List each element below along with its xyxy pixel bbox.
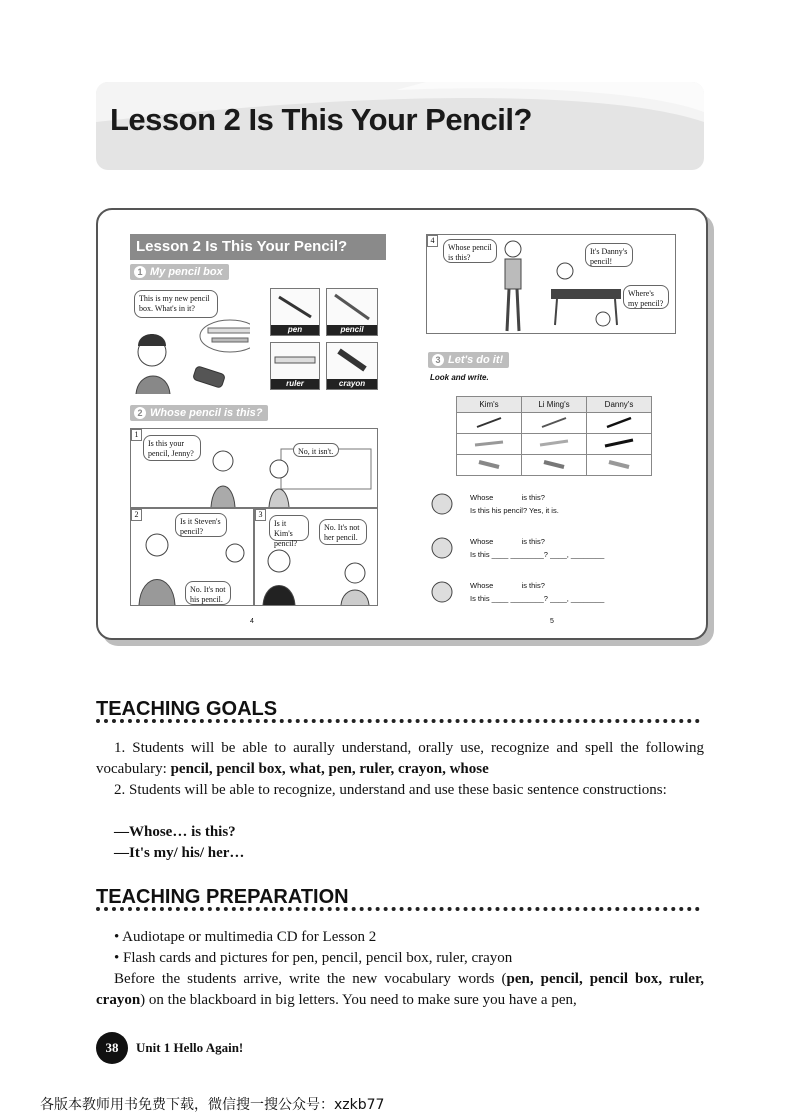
comic-panel-4 — [426, 234, 676, 334]
crayon-icon — [469, 436, 509, 450]
exercise-1-q: Whose — [470, 493, 494, 502]
section1-header — [130, 264, 229, 280]
comic-panel-3 — [254, 508, 378, 606]
lesson-title: Lesson 2 Is This Your Pencil? — [110, 102, 532, 137]
bubble-wheres-my: Where's my pencil? — [623, 285, 669, 309]
ownership-table — [456, 396, 652, 476]
table-header-li-mings: Li Ming's — [522, 397, 587, 413]
table-header-kims: Kim's — [457, 397, 522, 413]
textbook-lesson-header: Lesson 2 Is This Your Pencil? — [130, 234, 386, 260]
exercise-instruction: Look and write. — [430, 373, 489, 382]
section2-title: Whose pencil is this? — [150, 407, 263, 419]
goal-item-1-text: 1. Students will be able to aurally understand, orally use, recognize and spell the following vocabulary: — [96, 740, 704, 777]
bubble-pencil-box: This is my new pencil box. What's in it? — [134, 290, 218, 318]
ruler-icon — [271, 343, 319, 379]
panel-number-2: 2 — [131, 509, 142, 521]
section1-title: My pencil box — [150, 266, 223, 278]
panel-number-1: 1 — [131, 429, 142, 441]
vocab-card-pencil — [326, 288, 378, 336]
heading-divider — [96, 907, 700, 911]
vocab-card-pen — [270, 288, 320, 336]
textbook-page-number-left: 4 — [250, 618, 254, 625]
section1-number: 1 — [134, 266, 146, 278]
avatar — [430, 492, 454, 516]
goal-item-1 — [96, 738, 704, 780]
crayon-icon — [534, 436, 574, 450]
goal-sentence-a: —Whose… is this? — [114, 824, 236, 840]
exercise-2-question — [470, 537, 545, 546]
bubble-no-its-not-his: No. It's not his pencil. — [185, 581, 231, 605]
comic-panel-2 — [130, 508, 254, 606]
vocab-card-crayon — [326, 342, 378, 390]
table-row — [457, 434, 652, 455]
prep-paragraph-end: ) on the blackboard in big letters. You need to make sure you have a pen, — [140, 992, 577, 1008]
teaching-preparation-heading: TEACHING PREPARATION — [96, 886, 349, 908]
bubble-is-this-your-pencil: Is this your pencil, Jenny? — [143, 435, 201, 461]
goal-item-1-vocab: pencil, pencil box, what, pen, ruler, crayon, whose — [170, 761, 489, 777]
section2-number: 2 — [134, 407, 146, 419]
bubble-no-it-isnt: No, it isn't. — [293, 443, 339, 457]
pen-icon — [534, 457, 574, 471]
section2-header — [130, 405, 268, 421]
exercise-2-answer: Is this ____ ________? ____, ________ — [470, 550, 605, 559]
exercise-3-question — [470, 581, 545, 590]
panel-number-4: 4 — [427, 235, 438, 247]
bubble-its-dannys: It's Danny's pencil! — [585, 243, 633, 267]
bubble-is-it-stevens: Is it Steven's pencil? — [175, 513, 227, 537]
avatar — [430, 580, 454, 604]
pencil-icon — [469, 415, 509, 429]
vocab-label-ruler: ruler — [271, 379, 319, 389]
comic-panel-1 — [130, 428, 378, 508]
exercise-1-q2: is this? — [521, 493, 545, 502]
exercise-2-q: Whose — [470, 537, 494, 546]
table-header-row — [457, 397, 652, 413]
table-header-dannys: Danny's — [587, 397, 652, 413]
vocab-card-ruler — [270, 342, 320, 390]
exercise-2-q2: is this? — [521, 537, 545, 546]
exercise-1-answer: Is this his pencil? Yes, it is. — [470, 506, 559, 515]
prep-paragraph — [96, 969, 704, 1011]
pen-icon — [599, 457, 639, 471]
panel-number-3: 3 — [255, 509, 266, 521]
goal-sentence-b: —It's my/ his/ her… — [114, 845, 245, 861]
table-row — [457, 413, 652, 434]
pencil-icon — [327, 289, 377, 325]
textbook-page-number-right: 5 — [550, 618, 554, 625]
crayon-icon — [599, 436, 639, 450]
prep-paragraph-start: Before the students arrive, write the new vocabulary words ( — [114, 971, 507, 987]
goal-item-2: 2. Students will be able to recognize, understand and use these basic sentence constructions: — [114, 782, 667, 798]
page-number: 38 — [96, 1032, 128, 1064]
section3-title: Let's do it! — [448, 354, 504, 366]
girl-with-pencil-box-illustration — [130, 316, 250, 394]
bubble-whose-pencil: Whose pencil is this? — [443, 239, 497, 263]
pencil-icon — [599, 415, 639, 429]
pen-icon — [271, 289, 319, 325]
prep-bullet-2: • Flash cards and pictures for pen, pencil, pencil box, ruler, crayon — [114, 950, 513, 966]
watermark-text: 各版本教师用书免费下载，微信搜一搜公众号：xzkb77 — [40, 1097, 385, 1113]
section3-header — [428, 352, 509, 368]
vocab-label-pen: pen — [271, 325, 319, 335]
prep-paragraph-vocab: pen, pencil, pencil box, ruler, crayon — [96, 971, 704, 1008]
bubble-is-it-kims: Is it Kim's pencil? — [269, 515, 309, 541]
exercise-3-q: Whose — [470, 581, 494, 590]
vocab-label-pencil: pencil — [327, 325, 377, 335]
exercise-3-q2: is this? — [521, 581, 545, 590]
heading-divider — [96, 719, 700, 723]
vocab-label-crayon: crayon — [327, 379, 377, 389]
teaching-goals-heading: TEACHING GOALS — [96, 698, 278, 720]
unit-label: Unit 1 Hello Again! — [136, 1040, 244, 1055]
pencil-icon — [534, 415, 574, 429]
bubble-no-its-not-her: No. It's not her pencil. — [319, 519, 367, 545]
avatar — [430, 536, 454, 560]
prep-bullet-1: • Audiotape or multimedia CD for Lesson 2 — [114, 929, 377, 945]
exercise-3-answer: Is this ____ ________? ____, ________ — [470, 594, 605, 603]
crayon-icon — [327, 343, 377, 379]
table-row — [457, 455, 652, 476]
lesson-banner — [96, 82, 704, 170]
section3-number: 3 — [432, 354, 444, 366]
exercise-1-question — [470, 493, 545, 502]
pen-icon — [469, 457, 509, 471]
